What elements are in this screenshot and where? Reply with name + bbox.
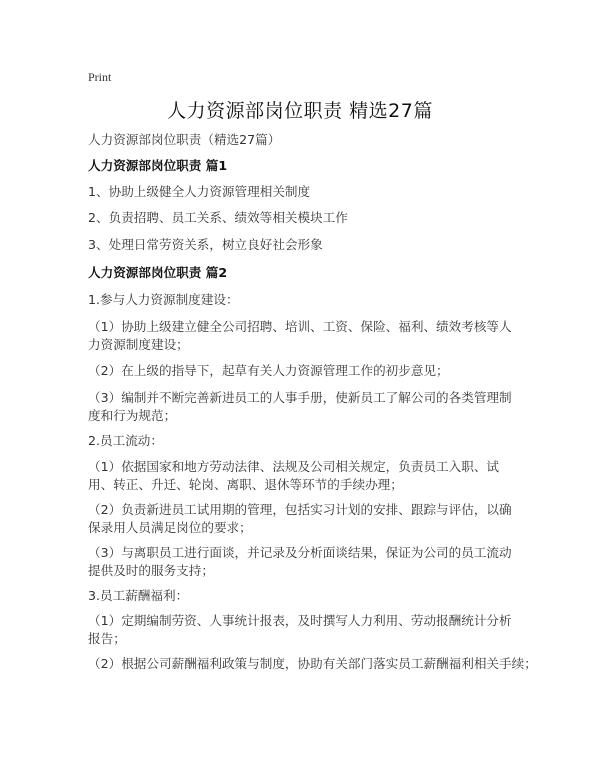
list-item: （1）依据国家和地方劳动法律、法规及公司相关规定，负责员工入职、试用、转正、升迁、轮岗、离职、退休等环节的手续办理； bbox=[88, 459, 500, 492]
list-item: （3）编制并不断完善新进员工的人事手册，使新员工了解公司的各类管理制度和行为规范； bbox=[88, 390, 512, 423]
list-item: （1）定期编制劳资、人事统计报表，及时撰写人力利用、劳动报酬统计分析报告； bbox=[88, 613, 512, 646]
list-item: 1.参与人力资源制度建设： bbox=[88, 292, 239, 307]
list-item: （2）负责新进员工试用期的管理，包括实习计划的安排、跟踪与评估，以确保录用人员满足岗位的要求； bbox=[88, 502, 512, 535]
list-item: （1）协助上级建立健全公司招聘、培训、工资、保险、福利、绩效考核等人力资源制度建设； bbox=[88, 319, 512, 352]
list-item: 2、负责招聘、员工关系、绩效等相关模块工作 bbox=[88, 210, 348, 225]
document-subtitle: 人力资源部岗位职责（精选27篇） bbox=[88, 132, 281, 147]
list-item: （2）根据公司薪酬福利政策与制度，协助有关部门落实员工薪酬福利相关手续； bbox=[88, 656, 537, 671]
list-item: 1、协助上级健全人力资源管理相关制度 bbox=[88, 184, 311, 199]
print-label: Print bbox=[88, 70, 112, 84]
section-heading-2: 人力资源部岗位职责 篇2 bbox=[88, 265, 228, 280]
document-title: 人力资源部岗位职责 精选27篇 bbox=[167, 100, 433, 122]
list-item: （2）在上级的指导下，起草有关人力资源管理工作的初步意见； bbox=[88, 363, 449, 378]
list-item: 3、处理日常劳资关系，树立良好社会形象 bbox=[88, 237, 323, 252]
list-item: （3）与离职员工进行面谈，并记录及分析面谈结果，保证为公司的员工流动提供及时的服务支持； bbox=[88, 545, 512, 578]
section-heading-1: 人力资源部岗位职责 篇1 bbox=[88, 158, 228, 173]
list-item: 2.员工流动： bbox=[88, 433, 163, 448]
list-item: 3.员工薪酬福利： bbox=[88, 588, 189, 603]
